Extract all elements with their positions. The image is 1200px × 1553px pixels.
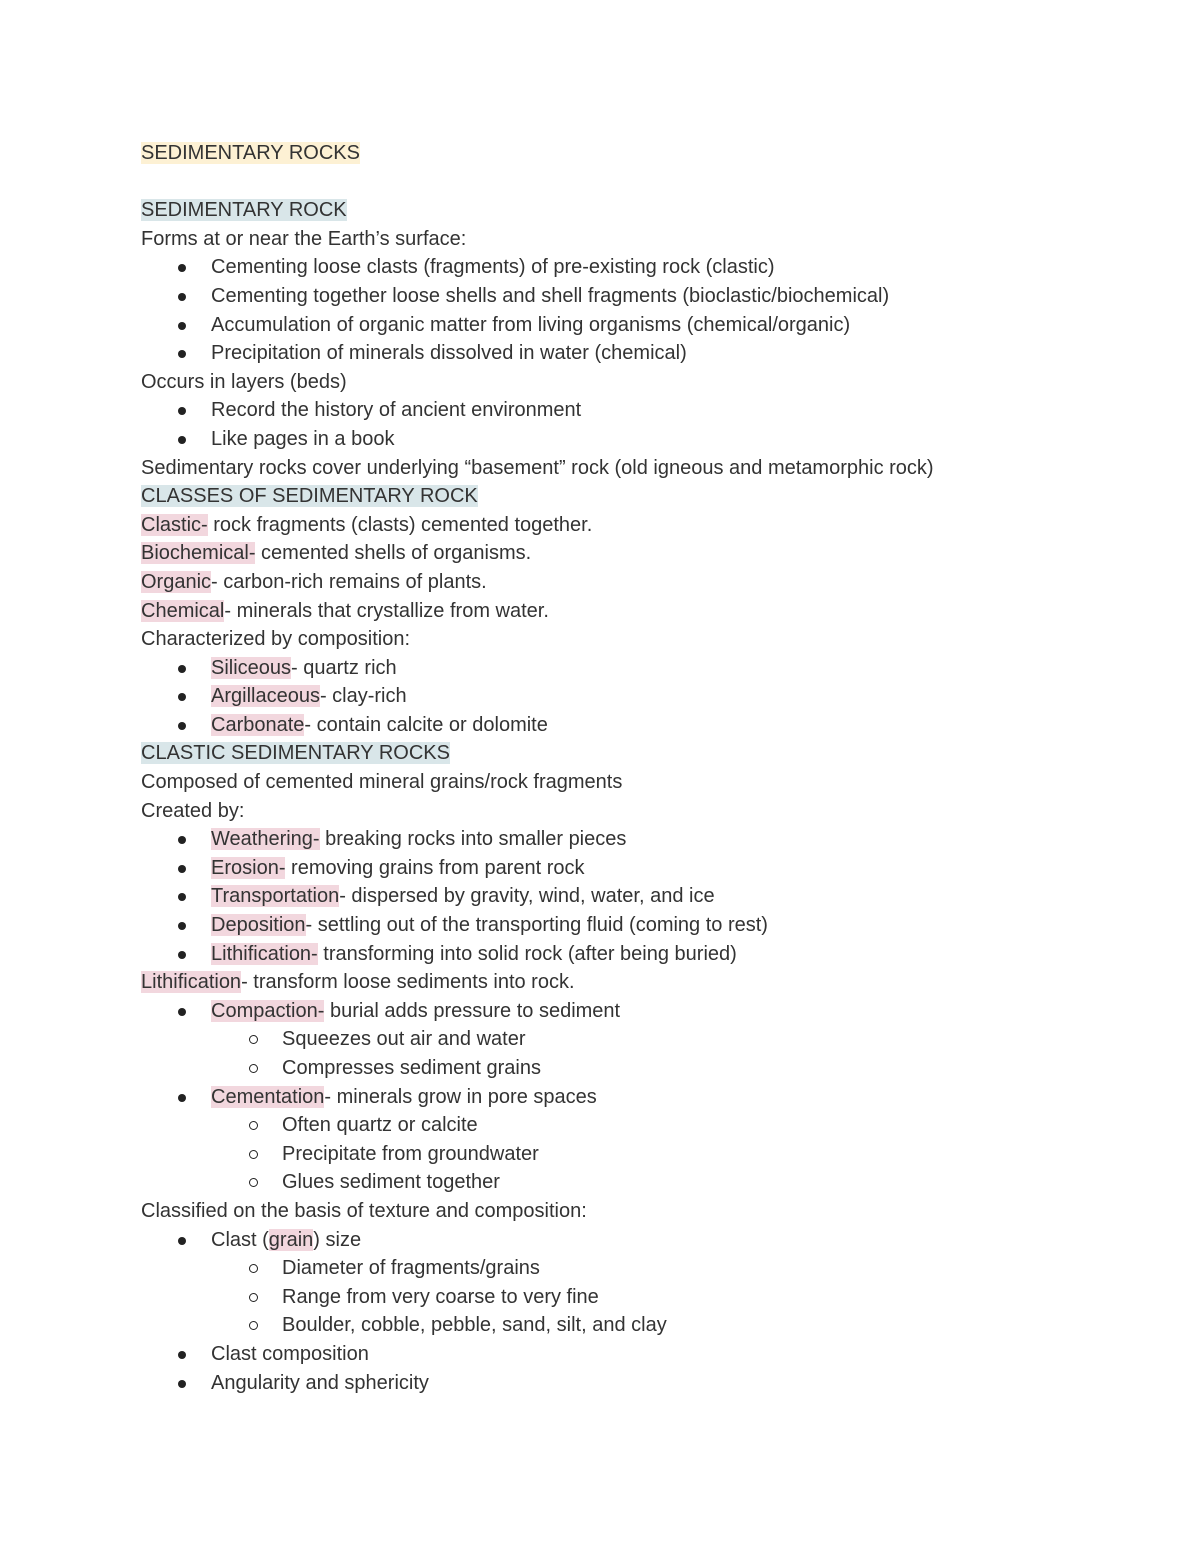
bullet-item bbox=[141, 854, 1141, 883]
paragraph-line bbox=[141, 597, 1141, 626]
line-text: breaking rocks into smaller pieces bbox=[319, 828, 627, 851]
bullet-item bbox=[141, 282, 1141, 311]
bullet-item bbox=[141, 1369, 1141, 1398]
bullet-item bbox=[141, 825, 1141, 854]
line-text: Sedimentary rocks cover underlying “basement” rock (old igneous and metamorphic rock) bbox=[141, 456, 934, 479]
line-text: Glues sediment together bbox=[282, 1171, 500, 1194]
bullet-item bbox=[141, 654, 1141, 683]
bullet-dot-icon bbox=[178, 350, 186, 358]
line-text: Cementing together loose shells and shell fragments (bioclastic/biochemical) bbox=[211, 284, 890, 307]
paragraph-line bbox=[141, 511, 1141, 540]
bullet-circle-icon bbox=[249, 1035, 258, 1044]
highlighted-term: Organic bbox=[141, 570, 212, 593]
bullet-circle-icon bbox=[249, 1321, 258, 1330]
line-text: Occurs in layers (beds) bbox=[141, 370, 347, 393]
bullet-dot-icon bbox=[178, 322, 186, 330]
paragraph-line bbox=[141, 539, 1141, 568]
bullet-item bbox=[141, 682, 1141, 711]
bullet-item bbox=[141, 1083, 1141, 1112]
bullet-dot-icon bbox=[178, 1380, 186, 1388]
line-text: - carbon-rich remains of plants. bbox=[211, 570, 487, 593]
section-heading bbox=[141, 196, 1141, 225]
bullet-item bbox=[141, 425, 1141, 454]
sub-bullet-item bbox=[141, 1311, 1141, 1340]
bullet-dot-icon bbox=[178, 436, 186, 444]
line-text: Diameter of fragments/grains bbox=[282, 1257, 540, 1280]
line-text: - quartz rich bbox=[291, 656, 397, 679]
bullet-dot-icon bbox=[178, 407, 186, 415]
sub-bullet-item bbox=[141, 1254, 1141, 1283]
line-text: burial adds pressure to sediment bbox=[324, 999, 621, 1022]
bullet-dot-icon bbox=[178, 893, 186, 901]
line-text: Cementing loose clasts (fragments) of pre-existing rock (clastic) bbox=[211, 256, 775, 279]
bullet-dot-icon bbox=[178, 1094, 186, 1102]
bullet-dot-icon bbox=[178, 1237, 186, 1245]
bullet-dot-icon bbox=[178, 951, 186, 959]
line-text: - dispersed by gravity, wind, water, and ice bbox=[339, 885, 715, 908]
line-text: Squeezes out air and water bbox=[282, 1028, 526, 1051]
line-text: Range from very coarse to very fine bbox=[282, 1285, 599, 1308]
bullet-item bbox=[141, 911, 1141, 940]
blank-line bbox=[141, 168, 1141, 197]
line-text: Accumulation of organic matter from living organisms (chemical/organic) bbox=[211, 313, 851, 336]
section-heading bbox=[141, 739, 1141, 768]
bullet-dot-icon bbox=[178, 865, 186, 873]
paragraph-line bbox=[141, 797, 1141, 826]
sub-bullet-item bbox=[141, 1111, 1141, 1140]
document-page bbox=[141, 139, 1141, 1397]
line-text: Forms at or near the Earth’s surface: bbox=[141, 227, 467, 250]
sub-bullet-item bbox=[141, 1054, 1141, 1083]
line-text: - contain calcite or dolomite bbox=[304, 713, 548, 736]
line-text: Boulder, cobble, pebble, sand, silt, and clay bbox=[282, 1314, 667, 1337]
line-text: transforming into solid rock (after being buried) bbox=[317, 942, 737, 965]
highlighted-term: Argillaceous bbox=[211, 685, 320, 708]
bullet-dot-icon bbox=[178, 922, 186, 930]
highlighted-term: Erosion- bbox=[211, 856, 286, 879]
sub-bullet-item bbox=[141, 1025, 1141, 1054]
section-heading bbox=[141, 482, 1141, 511]
line-text: Precipitate from groundwater bbox=[282, 1142, 539, 1165]
line-text: Record the history of ancient environment bbox=[211, 399, 582, 422]
highlighted-term: Lithification- bbox=[211, 942, 318, 965]
line-text: Like pages in a book bbox=[211, 427, 395, 450]
highlighted-term: Transportation bbox=[211, 885, 340, 908]
line-prefix: Clast ( bbox=[211, 1228, 269, 1251]
line-text: - minerals that crystallize from water. bbox=[224, 599, 549, 622]
line-text: removing grains from parent rock bbox=[285, 856, 585, 879]
line-text: - clay-rich bbox=[319, 685, 407, 708]
highlighted-term: Siliceous bbox=[211, 656, 292, 679]
bullet-dot-icon bbox=[178, 264, 186, 272]
bullet-item bbox=[141, 940, 1141, 969]
sub-bullet-item bbox=[141, 1140, 1141, 1169]
document-body bbox=[141, 168, 1141, 1398]
line-text: Classified on the basis of texture and composition: bbox=[141, 1199, 587, 1222]
paragraph-line bbox=[141, 1197, 1141, 1226]
highlighted-term: Cementation bbox=[211, 1085, 325, 1108]
paragraph-line bbox=[141, 568, 1141, 597]
line-text: cemented shells of organisms. bbox=[255, 542, 532, 565]
bullet-circle-icon bbox=[249, 1064, 258, 1073]
bullet-dot-icon bbox=[178, 693, 186, 701]
bullet-dot-icon bbox=[178, 1351, 186, 1359]
highlighted-term: Biochemical- bbox=[141, 542, 256, 565]
paragraph-line bbox=[141, 768, 1141, 797]
bullet-circle-icon bbox=[249, 1293, 258, 1302]
bullet-dot-icon bbox=[178, 665, 186, 673]
line-text: Often quartz or calcite bbox=[282, 1114, 478, 1137]
bullet-dot-icon bbox=[178, 836, 186, 844]
highlighted-term: grain bbox=[268, 1228, 314, 1251]
highlighted-term: Weathering- bbox=[211, 828, 320, 851]
highlighted-term: Carbonate bbox=[211, 713, 305, 736]
bullet-item bbox=[141, 396, 1141, 425]
bullet-item bbox=[141, 997, 1141, 1026]
highlighted-term: Deposition bbox=[211, 914, 306, 937]
line-text: Angularity and sphericity bbox=[211, 1371, 429, 1394]
sub-bullet-item bbox=[141, 1168, 1141, 1197]
line-text: ) size bbox=[313, 1228, 362, 1251]
line-text: Precipitation of minerals dissolved in water (chemical) bbox=[211, 342, 687, 365]
bullet-item bbox=[141, 1340, 1141, 1369]
bullet-item bbox=[141, 882, 1141, 911]
paragraph-line bbox=[141, 225, 1141, 254]
bullet-circle-icon bbox=[249, 1264, 258, 1273]
bullet-item bbox=[141, 339, 1141, 368]
bullet-dot-icon bbox=[178, 722, 186, 730]
highlighted-term: Chemical bbox=[141, 599, 225, 622]
document-title: SEDIMENTARY ROCKS bbox=[141, 142, 360, 164]
document-title-line bbox=[141, 139, 1141, 168]
bullet-item bbox=[141, 1226, 1141, 1255]
bullet-dot-icon bbox=[178, 293, 186, 301]
bullet-circle-icon bbox=[249, 1150, 258, 1159]
bullet-item bbox=[141, 711, 1141, 740]
heading-text: SEDIMENTARY ROCK bbox=[141, 199, 347, 222]
paragraph-line bbox=[141, 454, 1141, 483]
line-text: - minerals grow in pore spaces bbox=[324, 1085, 597, 1108]
bullet-item bbox=[141, 253, 1141, 282]
line-text: - transform loose sediments into rock. bbox=[241, 971, 575, 994]
bullet-circle-icon bbox=[249, 1121, 258, 1130]
bullet-circle-icon bbox=[249, 1178, 258, 1187]
line-text: rock fragments (clasts) cemented together. bbox=[207, 513, 593, 536]
line-text: - settling out of the transporting fluid (coming to rest) bbox=[305, 914, 768, 937]
highlighted-term: Lithification bbox=[141, 971, 242, 994]
line-text: Compresses sediment grains bbox=[282, 1057, 541, 1079]
paragraph-line bbox=[141, 625, 1141, 654]
line-text: Composed of cemented mineral grains/rock fragments bbox=[141, 771, 623, 794]
sub-bullet-item bbox=[141, 1283, 1141, 1312]
line-text: Clast composition bbox=[211, 1342, 369, 1365]
heading-text: CLASTIC SEDIMENTARY ROCKS bbox=[141, 742, 450, 765]
line-text: Created by: bbox=[141, 799, 245, 822]
paragraph-line bbox=[141, 368, 1141, 397]
highlighted-term: Clastic- bbox=[141, 513, 208, 536]
line-text: Characterized by composition: bbox=[141, 628, 411, 651]
highlighted-term: Compaction- bbox=[211, 999, 325, 1022]
heading-text: CLASSES OF SEDIMENTARY ROCK bbox=[141, 485, 478, 508]
bullet-dot-icon bbox=[178, 1008, 186, 1016]
paragraph-line bbox=[141, 968, 1141, 997]
bullet-item bbox=[141, 311, 1141, 340]
